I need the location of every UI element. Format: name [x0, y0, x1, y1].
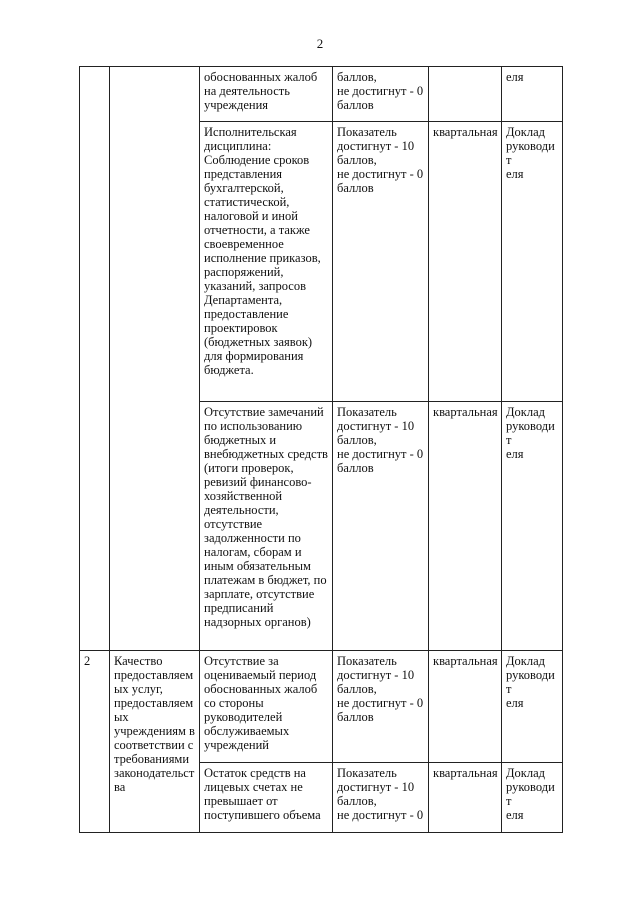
- indicator-cell: Отсутствие замечаний по использованию бюджетных и внебюджетных средств (итоги проверок, ревизий финансово- хозяйственной деятельности, отсутствие задолженности по налогам, сборам и иным обязательным платежам в бюджет, по зарплате, отсутствие предписаний надзорных органов): [200, 402, 333, 651]
- source-cell: Доклад руководит еля: [502, 122, 563, 402]
- period-cell: квартальная: [429, 763, 502, 833]
- period-cell: квартальная: [429, 402, 502, 651]
- indicator-cell: Остаток средств на лицевых счетах не превышает от поступившего объема: [200, 763, 333, 833]
- source-cell: Доклад руководит еля: [502, 402, 563, 651]
- page-number: 2: [316, 36, 324, 51]
- criteria-table: [79, 66, 563, 833]
- criterion-cell: Качество предоставляем ых услуг, предоставляем ых учреждениям в соответствии с требованиями законодательст ва: [110, 651, 200, 833]
- table-row: [80, 67, 563, 122]
- evaluation-cell: Показатель достигнут - 10 баллов, не достигнут - 0: [333, 763, 429, 833]
- evaluation-cell: Показатель достигнут - 10 баллов, не достигнут - 0 баллов: [333, 651, 429, 763]
- indicator-cell: Исполнительская дисциплина: Соблюдение сроков представления бухгалтерской, статистической, налоговой и иной отчетности, а также своевременное исполнение приказов, распоряжений, указаний, запросов Департамента, предоставление проектировок (бюджетных заявок) для формирования бюджета.: [200, 122, 333, 402]
- period-cell: квартальная: [429, 122, 502, 402]
- evaluation-cell: Показатель достигнут - 10 баллов, не достигнут - 0 баллов: [333, 402, 429, 651]
- source-cell: Доклад руководит еля: [502, 763, 563, 833]
- source-cell: еля: [502, 67, 563, 122]
- period-cell: квартальная: [429, 651, 502, 763]
- period-cell: [429, 67, 502, 122]
- indicator-cell: Отсутствие за оцениваемый период обоснованных жалоб со стороны руководителей обслуживаемых учреждений: [200, 651, 333, 763]
- indicator-cell: обоснованных жалоб на деятельность учреждения: [200, 67, 333, 122]
- table-row: [80, 651, 563, 763]
- row-number-cell: [80, 67, 110, 651]
- criterion-cell: [110, 67, 200, 651]
- evaluation-cell: баллов, не достигнут - 0 баллов: [333, 67, 429, 122]
- row-number-cell: 2: [80, 651, 110, 833]
- evaluation-cell: Показатель достигнут - 10 баллов, не достигнут - 0 баллов: [333, 122, 429, 402]
- source-cell: Доклад руководит еля: [502, 651, 563, 763]
